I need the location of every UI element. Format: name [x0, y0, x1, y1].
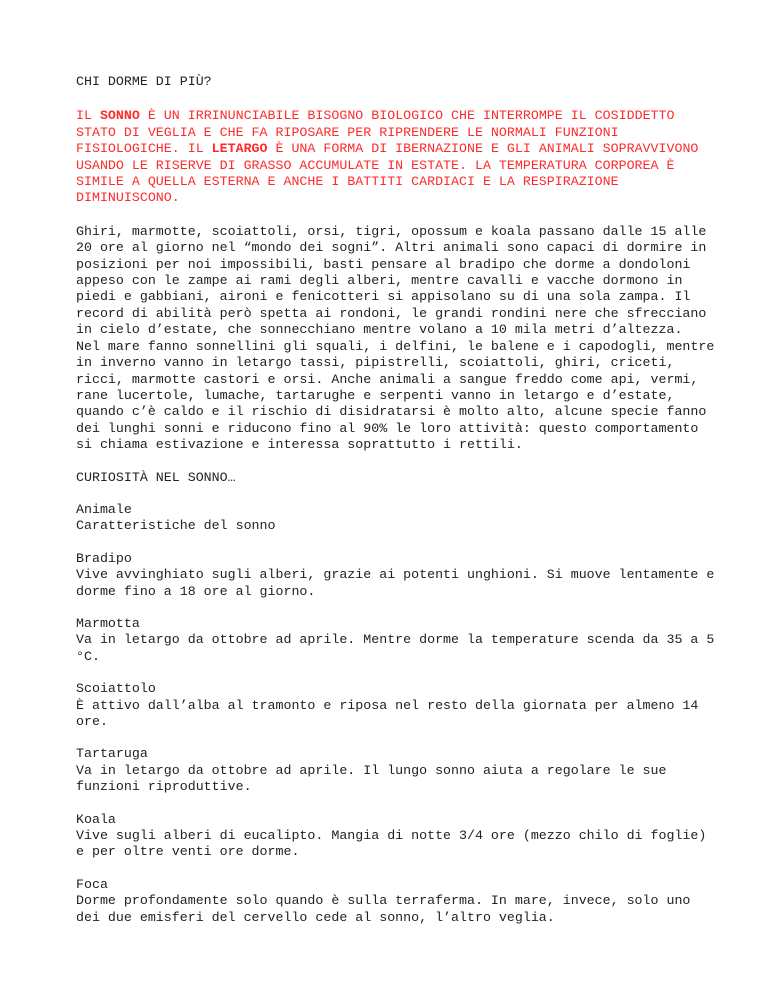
- document-page: [76, 74, 716, 942]
- animal-entry-koala: [76, 812, 716, 861]
- animal-description: Va in letargo da ottobre ad aprile. Il lungo sonno aiuta a regolare le sue funzioni riproduttive.: [76, 762, 667, 795]
- animal-description: Vive avvinghiato sugli alberi, grazie ai potenti unghioni. Si muove lentamente e dorme fino a 18 ore al giorno.: [76, 567, 715, 599]
- curiosity-heading: CURIOSITÀ NEL SONNO…: [76, 469, 236, 485]
- animal-name: Foca: [76, 876, 108, 892]
- animal-name: Koala: [76, 811, 116, 827]
- intro-text-1: IL: [76, 108, 100, 124]
- animal-entry-bradipo: [76, 551, 716, 600]
- animal-description: Dorme profondamente solo quando è sulla terraferma. In mare, invece, solo uno dei due emisferi del cervello cede al sonno, l’altro veglia.: [76, 893, 691, 925]
- keyword-letargo: LETARGO: [211, 141, 268, 157]
- column-header-sleep: Caratteristiche del sonno: [76, 518, 276, 534]
- body-paragraph-2: Nel mare fanno sonnellini gli squali, i delfini, le balene e i capodogli, mentre in inverno vanno in letargo tassi, pipistrelli, scoiattoli, ghiri, criceti, ricci, marmotte castori e orsi. Anche animali a sangue freddo come api, vermi, rane lucertole, lumache, tartarughe e serpenti vanno in letargo e d’estate, quando c’è caldo e il rischio di disidratarsi è molto alto, alcune specie fanno dei lunghi sonni e riducono fino al 90% le loro attività: questo comportamento si chiama estivazione e interessa soprattutto i rettili.: [76, 338, 715, 453]
- keyword-sonno: SONNO: [99, 108, 140, 124]
- animal-description: Va in letargo da ottobre ad aprile. Mentre dorme la temperature scenda da 35 a 5 °C.: [76, 632, 715, 664]
- column-header-animal: Animale: [76, 501, 132, 517]
- animal-entry-tartaruga: [76, 746, 716, 795]
- intro-text-3: È UNA FORMA DI IBERNAZIONE E GLI ANIMALI SOPRAVVIVONO USANDO LE RISERVE DI GRASSO ACCUMULATE IN ESTATE. LA TEMPERATURA CORPOREA È SIMILE A QUELLA ESTERNA E ANCHE I BATTITI CARDIACI E LA RESPIRAZIONE DIMINUISCONO.: [76, 141, 699, 206]
- animal-name: Tartaruga: [76, 746, 148, 762]
- animal-name: Bradipo: [76, 550, 132, 566]
- intro-paragraph: [76, 108, 716, 206]
- intro-text-2: È UN IRRINUNCIABILE BISOGNO BIOLOGICO CHE INTERROMPE IL COSIDDETTO STATO DI VEGLIA E CHE FA RIPOSARE PER RIPRENDERE LE NORMALI FUNZIONI FISIOLOGICHE. IL: [76, 108, 675, 157]
- page-title: CHI DORME DI PIÙ?: [76, 74, 212, 89]
- animal-description: Vive sugli alberi di eucalipto. Mangia di notte 3/4 ore (mezzo chilo di foglie) e per oltre venti ore dorme.: [76, 828, 707, 860]
- animal-description: È attivo dall’alba al tramonto e riposa nel resto della giornata per almeno 14 ore.: [76, 697, 699, 729]
- animal-name: Scoiattolo: [76, 681, 156, 697]
- table-header: [76, 502, 716, 535]
- animal-entry-scoiattolo: [76, 681, 716, 730]
- animal-name: Marmotta: [76, 615, 140, 631]
- animal-entry-marmotta: [76, 616, 716, 665]
- animal-entry-foca: [76, 877, 716, 926]
- body-paragraph-1: Ghiri, marmotte, scoiattoli, orsi, tigri, opossum e koala passano dalle 15 alle 20 ore al giorno nel “mondo dei sogni”. Altri animali sono capaci di dormire in posizioni per noi impossibili, basti pensare al bradipo che dorme a dondoloni appeso con le zampe ai rami degli alberi, mentre cavalli e vacche dormono in piedi e gabbiani, aironi e fenicotteri si appisolano su di una sola zampa. Il record di abilità però spetta ai rondoni, le grandi rondini nere che sfrecciano in cielo d’estate, che sonnecchiano mentre volano a 10 mila metri d’altezza.: [76, 223, 707, 338]
